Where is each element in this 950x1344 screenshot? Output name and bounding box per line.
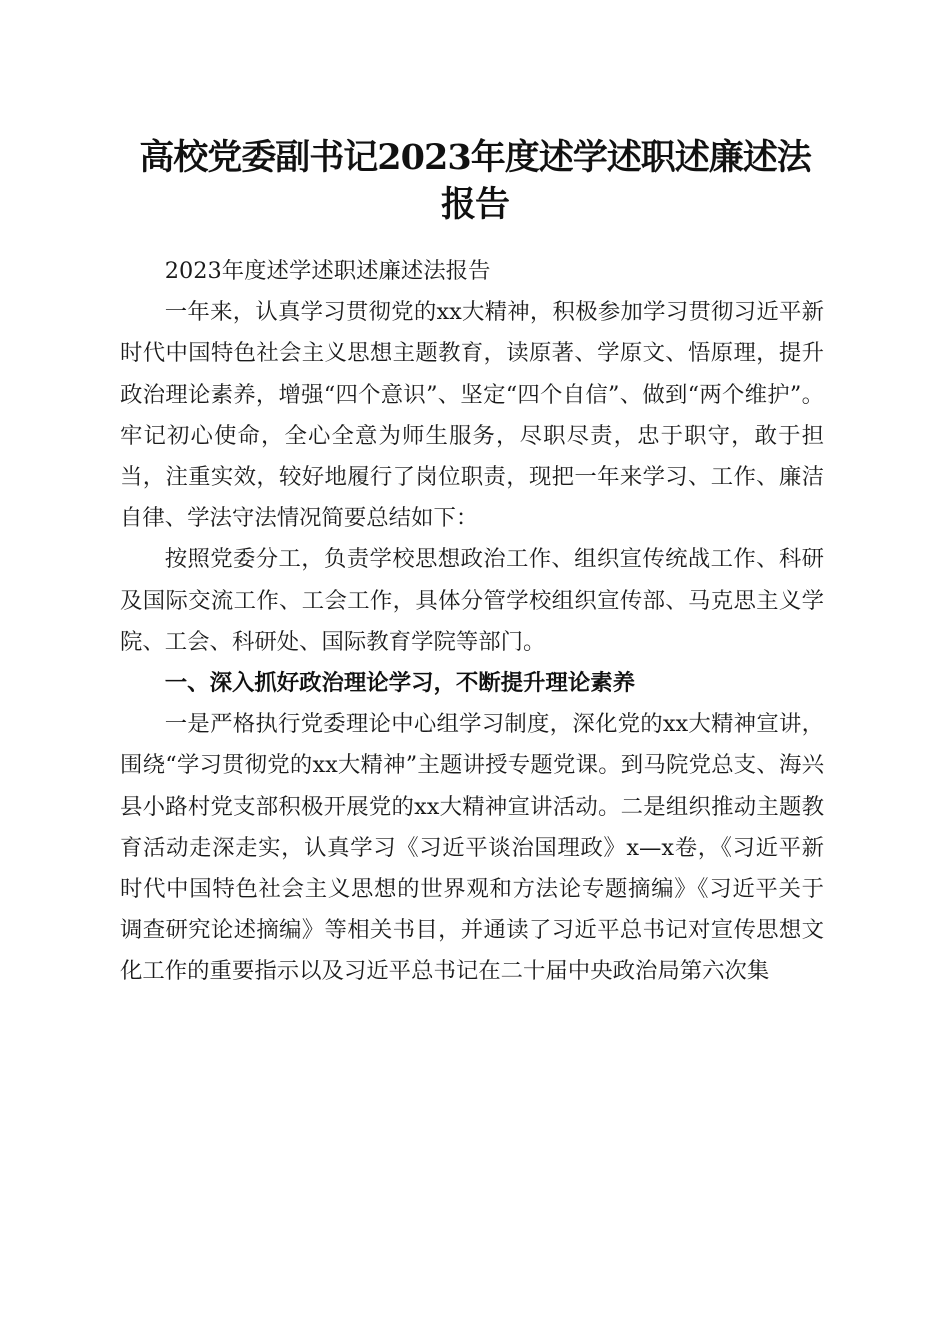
title-line-1: 高校党委副书记2023年度述学述职述廉述法 bbox=[139, 137, 811, 178]
document-body bbox=[120, 251, 824, 993]
duties-paragraph: 按照党委分工，负责学校思想政治工作、组织宣传统战工作、科研及国际交流工作、工会工作，具体分管学校组织宣传部、马克思主义学院、工会、科研处、国际教育学院等部门。 bbox=[120, 546, 824, 655]
document-title bbox=[100, 134, 850, 228]
intro-paragraph: 一年来，认真学习贯彻党的xx大精神，积极参加学习贯彻习近平新时代中国特色社会主义思想主题教育，读原著、学原文、悟原理，提升政治理论素养，增强“四个意识”、坚定“四个自信”、做到“两个维护”。牢记初心使命，全心全意为师生服务，尽职尽责，忠于职守，敢于担当，注重实效，较好地履行了岗位职责，现把一年来学习、工作、廉洁自律、学法守法情况简要总结如下： bbox=[120, 299, 824, 532]
subtitle-paragraph: 2023年度述学述职述廉述法报告 bbox=[164, 258, 491, 284]
section-heading-1: 一、深入抓好政治理论学习，不断提升理论素养 bbox=[164, 670, 635, 697]
title-line-2: 报告 bbox=[440, 184, 509, 225]
section-1-paragraph: 一是严格执行党委理论中心组学习制度，深化党的xx大精神宣讲，围绕“学习贯彻党的xx大精神”主题讲授专题党课。到马院党总支、海兴县小路村党支部积极开展党的xx大精神宣讲活动。二是组织推动主题教育活动走深走实，认真学习《习近平谈治国理政》x—x卷，《习近平新时代中国特色社会主义思想的世界观和方法论专题摘编》《习近平关于调查研究论述摘编》等相关书目，并通读了习近平总书记对宣传思想文化工作的重要指示以及习近平总书记在二十届中央政治局第六次集 bbox=[120, 711, 824, 985]
